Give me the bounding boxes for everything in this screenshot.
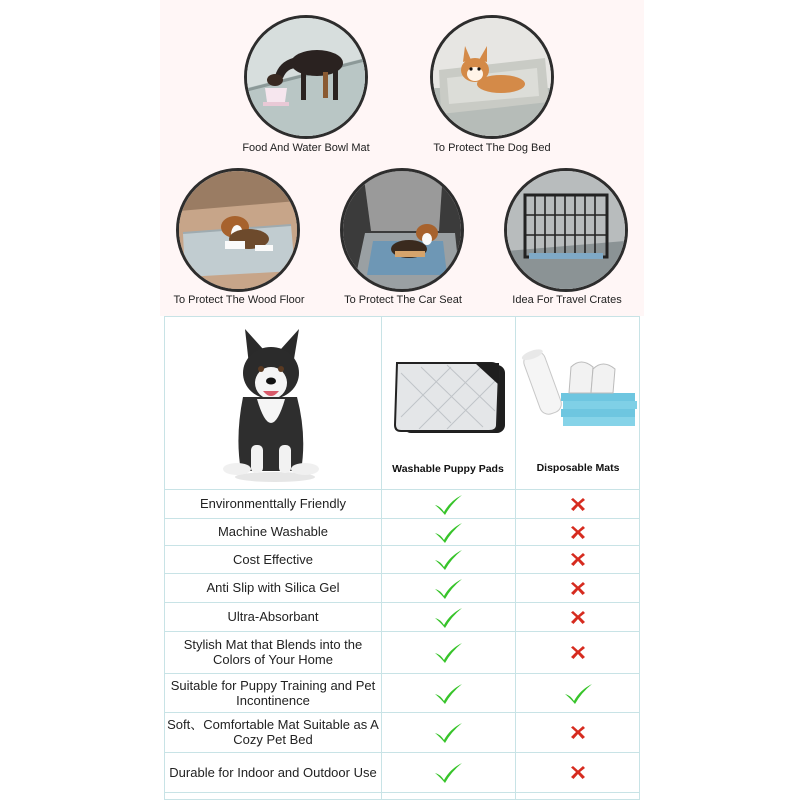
washable-mark xyxy=(381,712,515,752)
disposable-mark xyxy=(515,752,641,792)
disposable-mark xyxy=(515,573,641,602)
disposable-mark xyxy=(515,518,641,545)
column-header-washable: Washable Puppy Pads xyxy=(392,463,504,475)
usage-caption: To Protect The Wood Floor xyxy=(173,294,305,306)
doberman-eating-image xyxy=(244,15,368,139)
checkmark-icon xyxy=(433,721,463,743)
cross-icon xyxy=(570,609,586,625)
dog-crate-image xyxy=(504,168,628,292)
cross-icon xyxy=(570,580,586,596)
grid-line xyxy=(165,792,639,793)
disposable-pads-image xyxy=(521,347,639,438)
disposable-mark xyxy=(515,673,641,712)
washable-mark xyxy=(381,752,515,792)
cross-icon xyxy=(570,764,586,780)
checkmark-icon xyxy=(433,577,463,599)
comparison-table xyxy=(160,316,644,800)
washable-mark xyxy=(381,489,515,518)
disposable-mark xyxy=(515,712,641,752)
cross-icon xyxy=(570,644,586,660)
cross-icon xyxy=(570,524,586,540)
washable-mark xyxy=(381,673,515,712)
feature-label: Environmenttally Friendly xyxy=(200,496,346,511)
washable-mark xyxy=(381,631,515,673)
feature-label: Durable for Indoor and Outdoor Use xyxy=(169,764,377,780)
usage-caption: Idea For Travel Crates xyxy=(512,294,622,306)
disposable-mark xyxy=(515,545,641,573)
husky-puppy-image xyxy=(165,317,381,489)
cross-icon xyxy=(570,724,586,740)
cross-icon xyxy=(570,496,586,512)
disposable-mark xyxy=(515,631,641,673)
feature-label: Soft、Comfortable Mat Suitable as A Cozy Pet Bed xyxy=(167,717,379,747)
column-header-disposable: Disposable Mats xyxy=(536,462,620,474)
disposable-mark xyxy=(515,489,641,518)
checkmark-icon xyxy=(433,682,463,704)
checkmark-icon xyxy=(433,641,463,663)
comparison-grid xyxy=(164,316,640,800)
checkmark-icon xyxy=(563,682,593,704)
washable-mark xyxy=(381,545,515,573)
disposable-mark xyxy=(515,602,641,631)
feature-label: Machine Washable xyxy=(217,524,329,539)
checkmark-icon xyxy=(433,548,463,570)
checkmark-icon xyxy=(433,761,463,783)
feature-label: Cost Effective xyxy=(233,551,313,567)
washable-mark xyxy=(381,518,515,545)
feature-label: Stylish Mat that Blends into the Colors of Your Home xyxy=(183,637,363,667)
usage-caption: To Protect The Dog Bed xyxy=(433,142,551,154)
washable-pad-image xyxy=(391,359,507,440)
cross-icon xyxy=(570,551,586,567)
feature-label: Anti Slip with Silica Gel xyxy=(206,580,340,595)
feature-label: Ultra-Absorbant xyxy=(227,609,319,624)
corgi-in-bed-image xyxy=(430,15,554,139)
checkmark-icon xyxy=(433,606,463,628)
product-infographic xyxy=(160,0,644,800)
feature-label: Suitable for Puppy Training and Pet Incontinence xyxy=(170,677,376,708)
usage-scenarios xyxy=(160,0,644,316)
usage-caption: To Protect The Car Seat xyxy=(344,294,462,306)
beagle-on-car-seat-image xyxy=(340,168,464,292)
washable-mark xyxy=(381,602,515,631)
checkmark-icon xyxy=(433,493,463,515)
beagle-on-floor-image xyxy=(176,168,300,292)
washable-mark xyxy=(381,573,515,602)
checkmark-icon xyxy=(433,521,463,543)
usage-caption: Food And Water Bowl Mat xyxy=(242,142,370,154)
